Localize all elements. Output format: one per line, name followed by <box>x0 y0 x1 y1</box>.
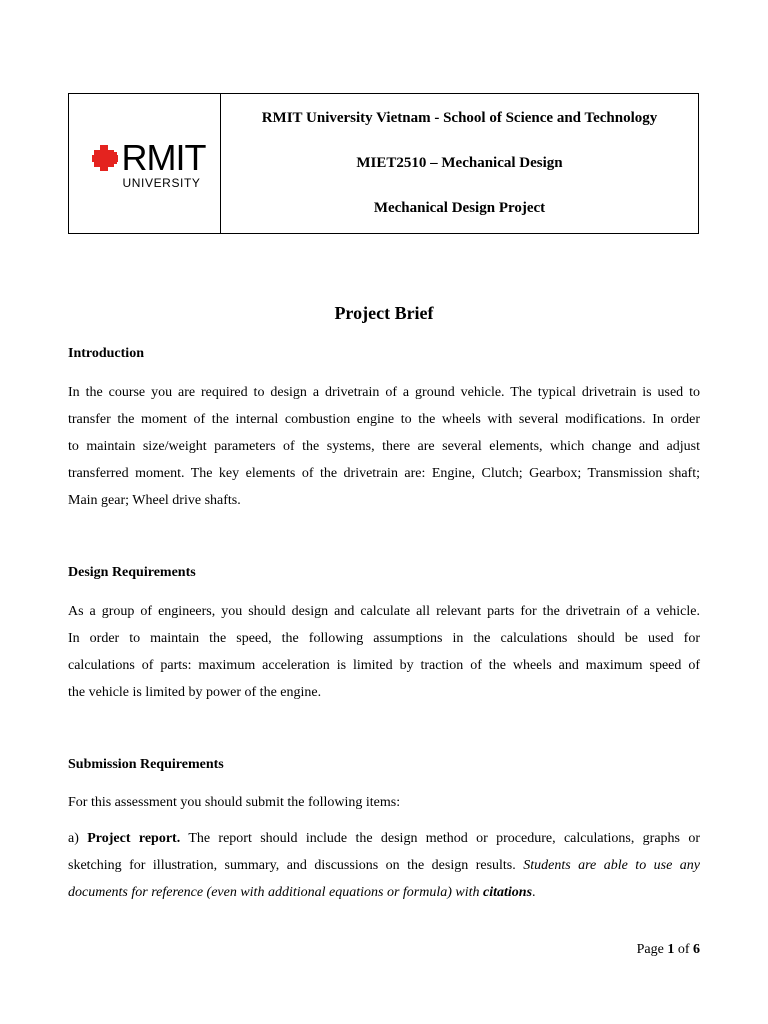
citations-emphasis: citations <box>483 885 533 900</box>
paragraph-line: In the course you are required to design a drivetrain of a ground vehicle. The typical drivetrain is used to <box>68 385 700 400</box>
submission-item-a <box>68 825 700 906</box>
introduction-heading: Introduction <box>68 346 144 361</box>
project-name: Mechanical Design Project <box>373 200 546 216</box>
logo-cell <box>69 94 221 233</box>
item-italic-text: documents for reference (even with additional equations or formula) with <box>68 885 480 900</box>
logo-wordmark: RMIT <box>121 137 206 178</box>
item-period: . <box>532 885 536 900</box>
paragraph-line: transfer the moment of the internal combustion engine to the wheels with several modifications. In order <box>68 412 700 427</box>
rmit-logo <box>90 137 206 190</box>
design-requirements-paragraph <box>68 598 700 706</box>
submission-requirements-heading: Submission Requirements <box>68 757 224 772</box>
paragraph-line <box>68 879 700 906</box>
page-word: Page <box>636 942 664 957</box>
paragraph-line: to maintain size/weight parameters of the systems, there are several elements, which change and adjust <box>68 439 700 454</box>
paragraph-line: the vehicle is limited by power of the engine. <box>68 685 322 700</box>
current-page: 1 <box>667 942 675 957</box>
item-italic-text: Students are able to use any <box>523 858 701 873</box>
submission-intro <box>68 789 700 816</box>
paragraph-line <box>68 825 700 852</box>
paragraph-line: Main gear; Wheel drive shafts. <box>68 493 241 508</box>
rmit-pixel-mark-icon <box>90 143 120 173</box>
paragraph-line: transferred moment. The key elements of the drivetrain are: Engine, Clutch; Gearbox; Transmission shaft; <box>68 466 700 481</box>
school-name: RMIT University Vietnam - School of Science and Technology <box>261 110 658 126</box>
item-text: sketching for illustration, summary, and discussions on the design results. <box>68 858 516 873</box>
design-requirements-heading: Design Requirements <box>68 565 196 580</box>
page-number <box>637 942 700 958</box>
introduction-paragraph <box>68 379 700 514</box>
paragraph-line <box>68 852 700 879</box>
paragraph-line: For this assessment you should submit the following items: <box>68 795 401 810</box>
of-word: of <box>677 942 690 957</box>
page-title: Project Brief <box>334 303 434 323</box>
course-code: MIET2510 – Mechanical Design <box>356 155 563 171</box>
logo-subtext: UNIVERSITY <box>122 176 201 190</box>
item-text: The report should include the design method or procedure, calculations, graphs or <box>188 831 701 846</box>
total-pages: 6 <box>693 942 700 957</box>
paragraph-line: As a group of engineers, you should design and calculate all relevant parts for the drivetrain of a vehicle. <box>68 604 700 619</box>
item-marker: a) <box>68 831 79 846</box>
header-titles <box>221 94 698 233</box>
item-label: Project report. <box>87 831 181 846</box>
header-table <box>68 93 699 234</box>
paragraph-line: calculations of parts: maximum acceleration is limited by traction of the wheels and maximum speed of <box>68 658 700 673</box>
paragraph-line: In order to maintain the speed, the following assumptions in the calculations should be used for <box>68 631 700 646</box>
